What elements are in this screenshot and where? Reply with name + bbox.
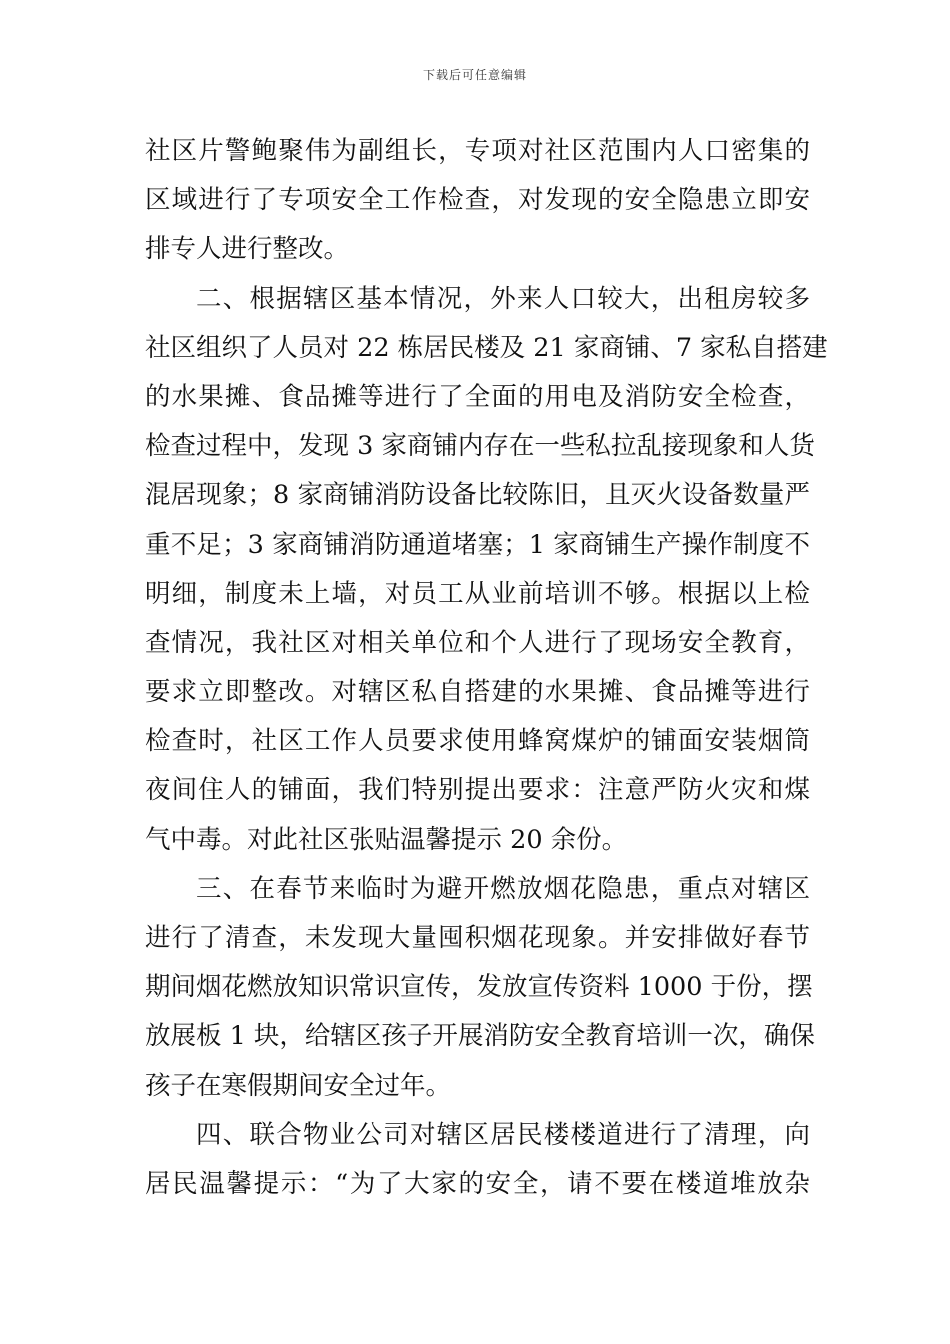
- text-line: 检查过程中，发现 3 家商铺内存在一些私拉乱接现象和人货: [145, 431, 815, 462]
- document-body: [145, 127, 828, 1209]
- paragraph-first-line: 三、在春节来临时为避开燃放烟花隐患，重点对辖区: [196, 873, 810, 904]
- text-line: 检查时，社区工作人员要求使用蜂窝煤炉的铺面安装烟筒: [145, 726, 810, 757]
- text-line: 夜间住人的铺面，我们特别提出要求：注意严防火灾和煤: [145, 775, 810, 806]
- text-line: 查情况，我社区对相关单位和个人进行了现场安全教育，: [145, 627, 810, 658]
- text-line: 重不足；3 家商铺消防通道堵塞；1 家商铺生产操作制度不: [145, 529, 810, 560]
- text-line: 进行了清查，未发现大量囤积烟花现象。并安排做好春节: [145, 923, 810, 953]
- text-line: 社区组织了人员对 22 栋居民楼及 21 家商铺、7 家私自搭建: [145, 332, 828, 363]
- text-line: 放展板 1 块，给辖区孩子开展消防安全教育培训一次，确保: [145, 1021, 815, 1052]
- page-header: 下载后可任意编辑: [422, 68, 527, 82]
- text-line: 要求立即整改。对辖区私自搭建的水果摊、食品摊等进行: [145, 677, 810, 708]
- text-line: 区域进行了专项安全工作检查，对发现的安全隐患立即安: [145, 185, 810, 216]
- text-line: 明细，制度未上墙，对员工从业前培训不够。根据以上检: [145, 578, 810, 609]
- text-line: 孩子在寒假期间安全过年。: [145, 1070, 452, 1101]
- text-line: 排专人进行整改。: [145, 234, 350, 265]
- paragraph-first-line: 四、联合物业公司对辖区居民楼楼道进行了清理，向: [196, 1119, 810, 1150]
- text-line: 居民温馨提示：“为了大家的安全，请不要在楼道堆放杂: [145, 1168, 810, 1199]
- text-line: 社区片警鲍聚伟为副组长，专项对社区范围内人口密集的: [145, 136, 810, 166]
- paragraph-first-line: 二、根据辖区基本情况，外来人口较大，出租房较多: [196, 283, 810, 314]
- text-line: 混居现象；8 家商铺消防设备比较陈旧，且灭火设备数量严: [145, 480, 810, 511]
- text-line: 气中毒。对此社区张贴温馨提示 20 余份。: [145, 824, 628, 855]
- text-line: 的水果摊、食品摊等进行了全面的用电及消防安全检查，: [145, 381, 810, 412]
- text-line: 期间烟花燃放知识常识宣传，发放宣传资料 1000 于份，摆: [145, 972, 813, 1003]
